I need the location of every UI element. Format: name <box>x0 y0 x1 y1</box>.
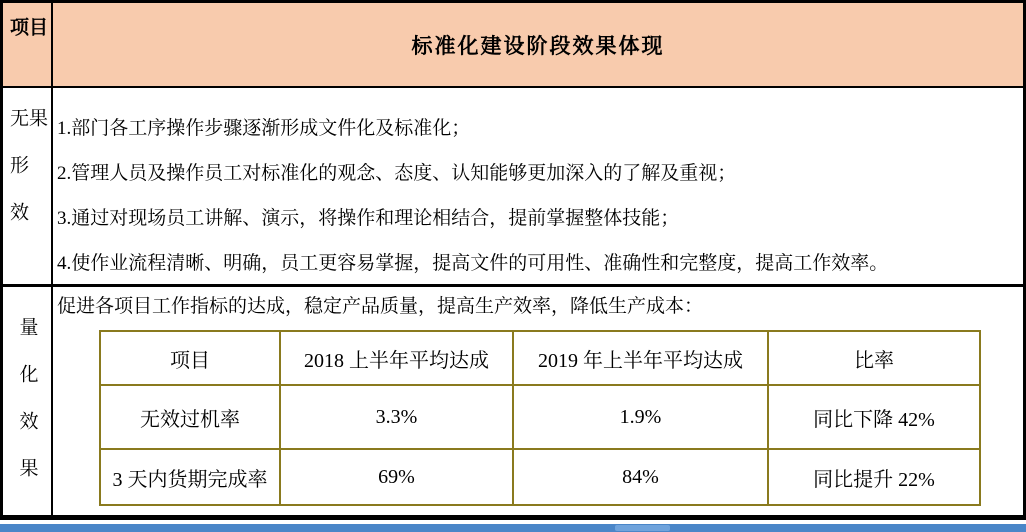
quantified-row-label: 量化效果 <box>16 317 38 505</box>
intangible-content-cell <box>53 88 1023 284</box>
effect-line-4: 4.使作业流程清晰、明确，员工更容易掌握，提高文件的可用性、准确性和完整度，提高工作效率。 <box>57 253 889 274</box>
effect-line-3: 3.通过对现场员工讲解、演示，将操作和理论相结合，提前掌握整体技能； <box>57 208 680 229</box>
table-cell: 84% <box>513 449 768 505</box>
corner-label-cell <box>3 3 53 86</box>
table-row <box>100 385 980 449</box>
table-cell: 无效过机率 <box>100 385 280 449</box>
effect-line-2: 2.管理人员及操作员工对标准化的观念、态度、认知能够更加深入的了解及重视； <box>57 163 737 184</box>
header-row <box>3 3 1023 88</box>
quantified-label-cell <box>3 287 53 515</box>
table-cell: 同比提升 22% <box>768 449 980 505</box>
title-cell <box>53 3 1023 86</box>
table-cell: 3 天内货期完成率 <box>100 449 280 505</box>
quantified-content-cell <box>53 287 1023 515</box>
col-header-item: 项目 <box>100 331 280 385</box>
metrics-header-row <box>100 331 980 385</box>
metrics-inner-table <box>99 330 981 506</box>
quantified-effects-row <box>3 284 1023 515</box>
table-cell: 1.9% <box>513 385 768 449</box>
intangible-label-cell <box>3 88 53 284</box>
corner-label: 项目 <box>7 17 47 53</box>
col-header-ratio: 比率 <box>768 331 980 385</box>
effect-line-1: 1.部门各工序操作步骤逐渐形成文件化及标准化； <box>57 118 471 139</box>
quantified-intro-text: 促进各项目工作指标的达成，稳定产品质量，提高生产效率，降低生产成本： <box>57 296 704 317</box>
horizontal-scrollbar[interactable] <box>0 524 1026 532</box>
scrollbar-thumb[interactable] <box>615 525 670 531</box>
col-header-2018: 2018 上半年平均达成 <box>280 331 513 385</box>
intangible-effect-list <box>53 88 1023 286</box>
table-row <box>100 449 980 505</box>
intangible-effects-row <box>3 88 1023 284</box>
table-cell: 69% <box>280 449 513 505</box>
page-title: 标准化建设阶段效果体现 <box>411 33 665 58</box>
intangible-row-label: 无形效果 <box>7 108 47 249</box>
table-cell: 同比下降 42% <box>768 385 980 449</box>
col-header-2019: 2019 年上半年平均达成 <box>513 331 768 385</box>
table-cell: 3.3% <box>280 385 513 449</box>
